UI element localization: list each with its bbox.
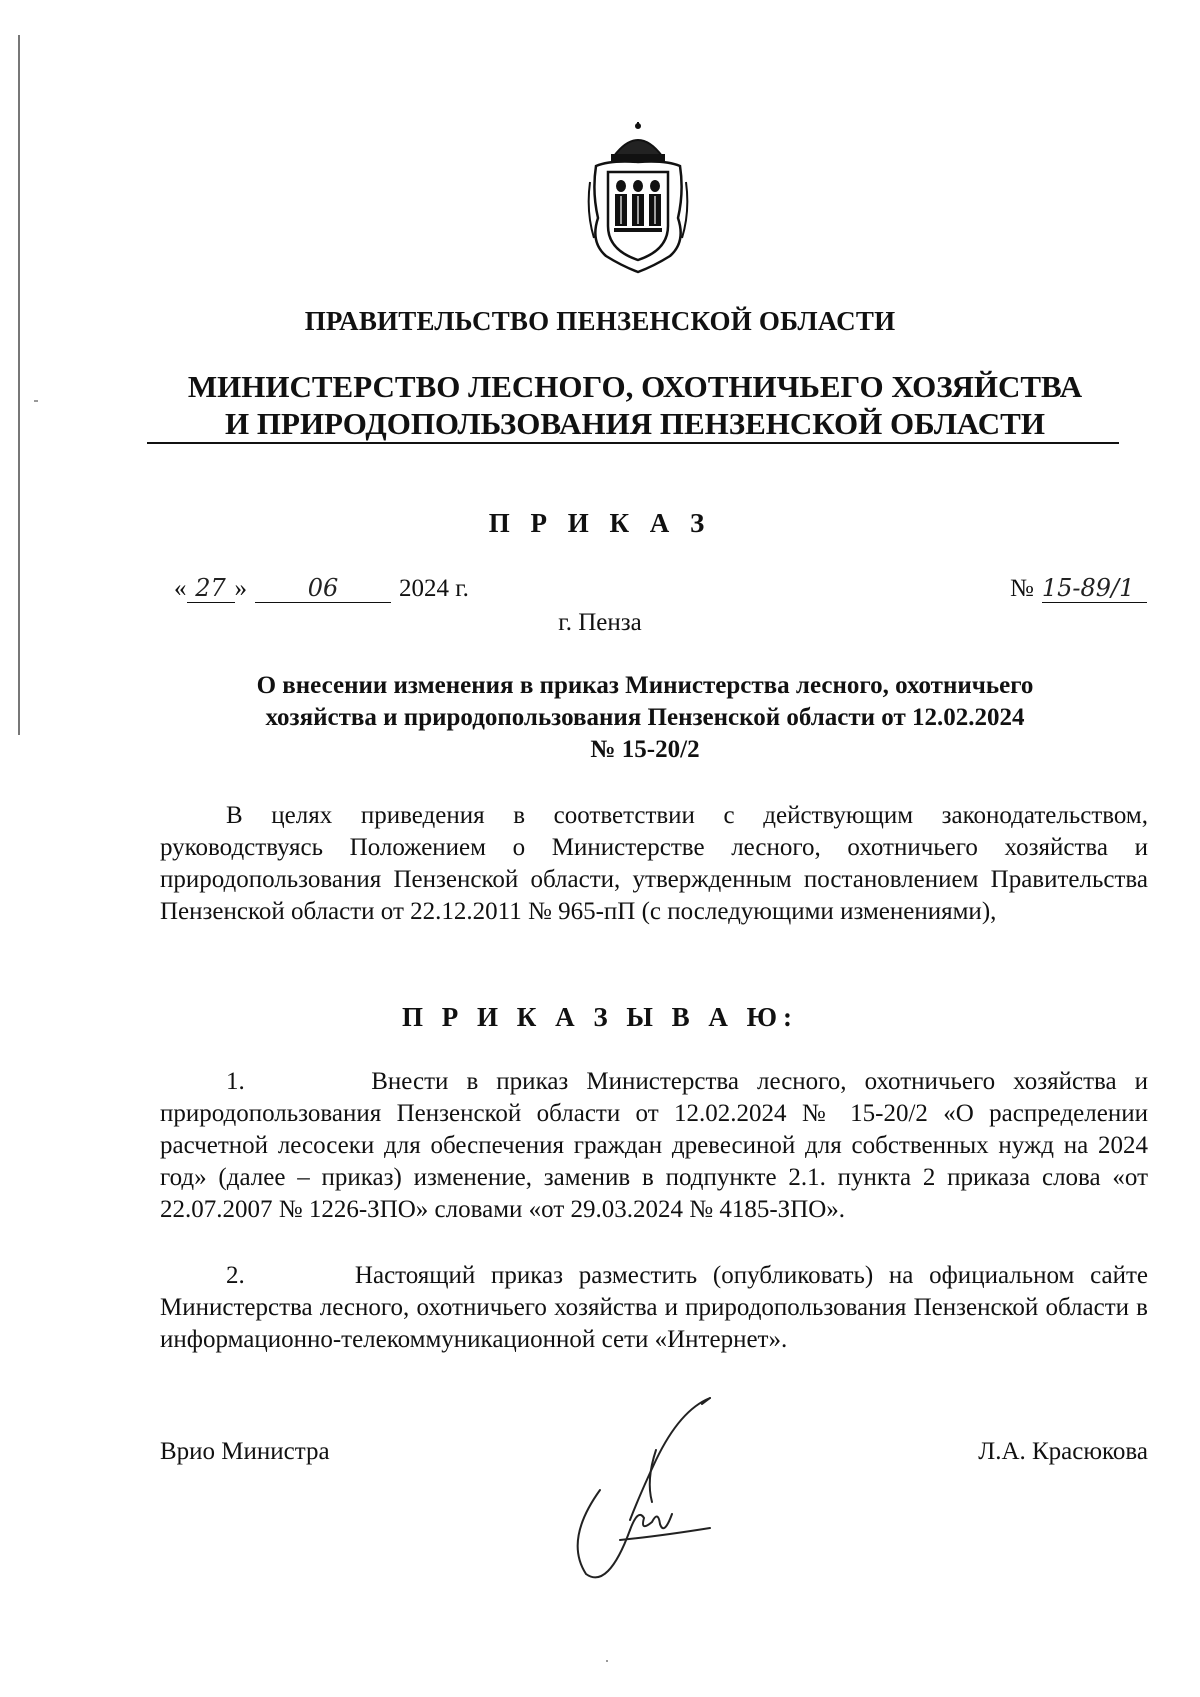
signatory-position: Врио Министра (160, 1438, 330, 1465)
signatory-name: Л.А. Красюкова (978, 1438, 1148, 1465)
preamble-paragraph: В целях приведения в соответствии с действующим законодательством, руководствуясь Положением о Министерстве лесного, охотничьего хозяйства и природопользования Пензенской области, утвержденным постановлением Правительства Пензенской области от 22.12.2011 № 965-пП (с последующими изменениями), (160, 802, 1148, 925)
handwritten-signature-icon (560, 1390, 740, 1590)
subject-line1: О внесении изменения в приказ Министерства лесного, охотничьего (256, 672, 1034, 699)
item-number: 1. (226, 1068, 245, 1095)
date-open-quote: « (174, 575, 187, 602)
item-text: Настоящий приказ разместить (опубликовать) на официальном сайте Министерства лесного, охотничьего хозяйства и природопользования Пензенской области в информационно-телекоммуникационной сети «Интернет». (160, 1262, 1148, 1353)
order-item-2 (160, 1260, 1148, 1356)
scan-mark (34, 400, 38, 402)
header-divider (147, 442, 1119, 444)
ministry-heading (145, 368, 1125, 442)
ministry-heading-line1: МИНИСТЕРСТВО ЛЕСНОГО, ОХОТНИЧЬЕГО ХОЗЯЙСТВА (187, 369, 1083, 404)
date-year: 2024 г. (399, 575, 469, 602)
document-date (174, 575, 469, 603)
document-number (1010, 575, 1147, 603)
orders-heading: П Р И К А З Ы В А Ю: (402, 1002, 798, 1032)
document-city: г. Пенза (558, 609, 642, 636)
date-close-quote: » (234, 575, 247, 602)
government-heading: ПРАВИТЕЛЬСТВО ПЕНЗЕНСКОЙ ОБЛАСТИ (304, 306, 896, 336)
document-title: П Р И К А З (488, 508, 712, 538)
coat-of-arms-icon (586, 122, 690, 274)
number-value: 15-89/1 (1042, 575, 1147, 603)
ministry-heading-line2: И ПРИРОДОПОЛЬЗОВАНИЯ ПЕНЗЕНСКОЙ ОБЛАСТИ (225, 406, 1045, 441)
subject-line3: № 15-20/2 (590, 736, 700, 763)
number-sign: № (1010, 575, 1034, 602)
document-subject (205, 670, 1085, 766)
item-text: Внести в приказ Министерства лесного, охотничьего хозяйства и природопользования Пензенской области от 12.02.2024 № 15-20/2 «О распределении расчетной лесосеки для обеспечения граждан древесиной для собственных нужд на 2024 год» (далее – приказ) изменение, заменив в подпункте 2.1. пункта 2 приказа слова «от 22.07.2007 № 1226-ЗПО» словами «от 29.03.2024 № 4185-ЗПО». (160, 1068, 1149, 1223)
scan-mark (606, 1660, 608, 1662)
date-day: 27 (187, 575, 235, 603)
date-month: 06 (255, 575, 391, 603)
subject-line2: хозяйства и природопользования Пензенской области от 12.02.2024 (265, 704, 1025, 731)
order-item-1 (160, 1066, 1148, 1226)
item-number: 2. (226, 1262, 245, 1289)
